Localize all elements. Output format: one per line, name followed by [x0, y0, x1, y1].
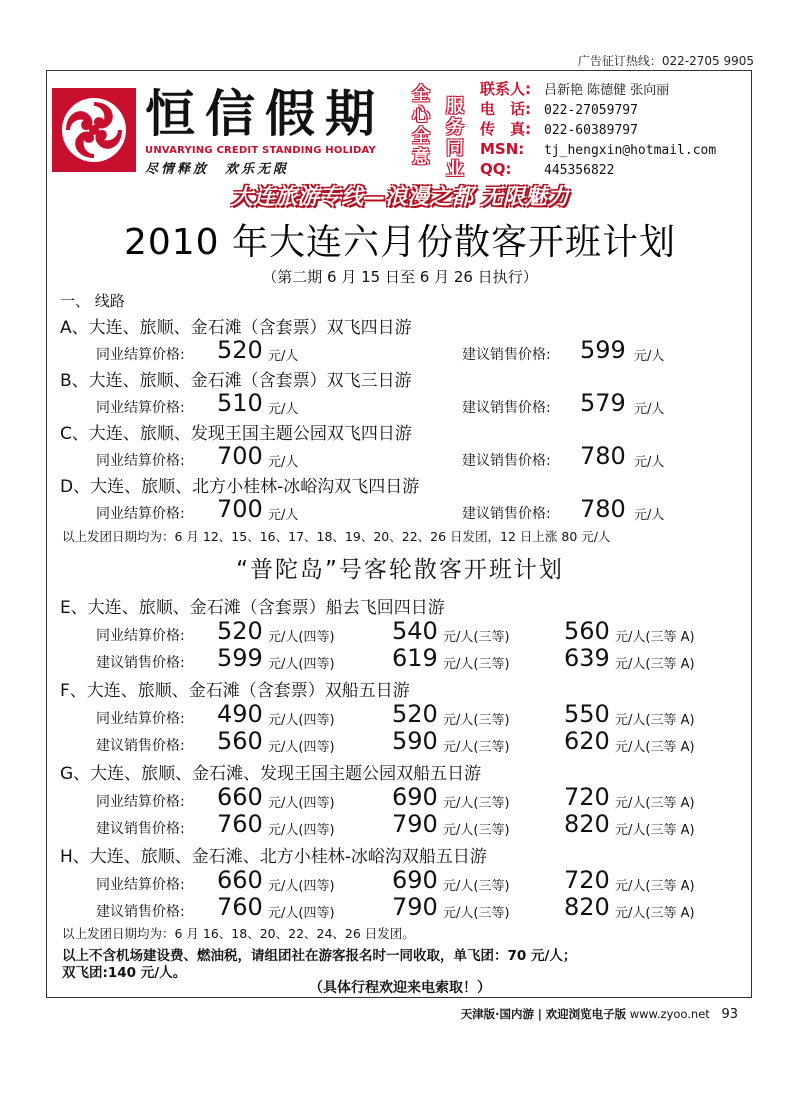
- unit-fourth-class: 元/人(四等): [268, 630, 335, 645]
- unit-third-class-a: 元/人(三等 A): [615, 906, 695, 921]
- price-fourth-class: 490: [217, 700, 263, 728]
- page-number: 93: [721, 1007, 738, 1022]
- price-unit: 元/人: [268, 508, 299, 523]
- contact-fax: 传 真: 022-60389797: [480, 120, 638, 138]
- price-third-class-a: 639: [564, 644, 610, 672]
- retail-price: 599: [580, 336, 626, 364]
- price-unit: 元/人: [634, 402, 665, 417]
- trade-price: 510: [217, 389, 263, 417]
- contact-qq: QQ: 445356822: [480, 160, 615, 178]
- price-fourth-class: 599: [217, 644, 263, 672]
- unit-third-class-a: 元/人(三等 A): [615, 796, 695, 811]
- route-c-title: C、大连、旅顺、发现王国主题公园双飞四日游: [60, 424, 412, 444]
- contact-person: 联系人: 吕新艳 陈德健 张向丽: [480, 80, 670, 98]
- unit-third-class: 元/人(三等): [443, 906, 510, 921]
- trade-price-label: 同业结算价格:: [96, 794, 185, 810]
- price-fourth-class: 660: [217, 783, 263, 811]
- price-unit: 元/人: [634, 508, 665, 523]
- footer-website-link[interactable]: www.zyoo.net: [629, 1007, 710, 1021]
- unit-third-class-a: 元/人(三等 A): [615, 740, 695, 755]
- route-b-title: B、大连、旅顺、金石滩（含套票）双飞三日游: [60, 371, 412, 391]
- footer-divider: |: [537, 1007, 542, 1021]
- air-departure-note: 以上发团日期均为：6 月 12、15、16、17、18、19、20、22、26 日发团，12 日上涨 80 元/人: [62, 529, 611, 544]
- vertical-slogan-2: 服务同业: [446, 96, 464, 180]
- ship-section-title: “普陀岛”号客轮散客开班计划: [236, 557, 564, 583]
- promo-banner: 大连旅游专线—浪漫之都 无限魅力: [231, 185, 569, 210]
- unit-fourth-class: 元/人(四等): [268, 740, 335, 755]
- unit-third-class: 元/人(三等): [443, 740, 510, 755]
- unit-third-class-a: 元/人(三等 A): [615, 713, 695, 728]
- unit-third-class: 元/人(三等): [443, 713, 510, 728]
- page-title: 2010 年大连六月份散客开班计划: [123, 222, 677, 263]
- price-fourth-class: 560: [217, 727, 263, 755]
- price-third-class-a: 820: [564, 893, 610, 921]
- contact-block: [480, 80, 716, 180]
- unit-third-class: 元/人(三等): [443, 823, 510, 838]
- price-fourth-class: 760: [217, 893, 263, 921]
- retail-price-label: 建议销售价格:: [96, 738, 185, 754]
- unit-fourth-class: 元/人(四等): [268, 906, 335, 921]
- trade-price-label: 同业结算价格:: [96, 711, 185, 727]
- brand-slogan: 尽情释放 欢乐无限: [145, 162, 290, 177]
- brand-english: UNVARYING CREDIT STANDING HOLIDAY: [145, 145, 376, 156]
- retail-price: 579: [580, 389, 626, 417]
- route-f-title: F、大连、旅顺、金石滩（含套票）双船五日游: [60, 681, 410, 701]
- trade-price: 700: [217, 442, 263, 470]
- price-third-class-a: 560: [564, 617, 610, 645]
- route-e-title: E、大连、旅顺、金石滩（含套票）船去飞回四日游: [60, 598, 445, 618]
- retail-price-label: 建议销售价格:: [96, 821, 185, 837]
- unit-third-class: 元/人(三等): [443, 630, 510, 645]
- contact-msn: MSN: tj_hengxin@hotmail.com: [480, 140, 717, 158]
- unit-third-class-a: 元/人(三等 A): [615, 823, 695, 838]
- unit-fourth-class: 元/人(四等): [268, 879, 335, 894]
- ship-departure-note: 以上发团日期均为：6 月 16、18、20、22、24、26 日发团。: [62, 926, 415, 941]
- route-h-title: H、大连、旅顺、金石滩、北方小桂林-冰峪沟双船五日游: [60, 847, 487, 867]
- trade-price-label: 同业结算价格:: [96, 506, 185, 522]
- trade-price-label: 同业结算价格:: [96, 347, 185, 363]
- period-subtitle: （第二期 6 月 15 日至 6 月 26 日执行）: [262, 268, 538, 286]
- price-unit: 元/人: [268, 349, 299, 364]
- retail-price-label: 建议销售价格:: [462, 347, 551, 363]
- retail-price-label: 建议销售价格:: [462, 506, 551, 522]
- price-third-class: 590: [392, 727, 438, 755]
- route-d-title: D、大连、旅顺、北方小桂林-冰峪沟双飞四日游: [60, 477, 420, 497]
- contact-phone: 电 话: 022-27059797: [480, 100, 638, 118]
- unit-fourth-class: 元/人(四等): [268, 713, 335, 728]
- price-third-class-a: 620: [564, 727, 610, 755]
- price-unit: 元/人: [634, 349, 665, 364]
- price-unit: 元/人: [268, 402, 299, 417]
- price-third-class: 520: [392, 700, 438, 728]
- trade-price-label: 同业结算价格:: [96, 877, 185, 893]
- trade-price-label: 同业结算价格:: [96, 400, 185, 416]
- retail-price: 780: [580, 442, 626, 470]
- price-unit: 元/人: [634, 455, 665, 470]
- retail-price: 780: [580, 495, 626, 523]
- unit-third-class: 元/人(三等): [443, 879, 510, 894]
- itinerary-request-note: （具体行程欢迎来电索取！）: [309, 980, 491, 996]
- footer-edition: 天津版·国内游: [460, 1007, 535, 1021]
- unit-third-class-a: 元/人(三等 A): [615, 630, 695, 645]
- trade-price-label: 同业结算价格:: [96, 628, 185, 644]
- brand-name: 恒信假期: [145, 84, 385, 143]
- price-fourth-class: 760: [217, 810, 263, 838]
- unit-third-class-a: 元/人(三等 A): [615, 879, 695, 894]
- route-g-title: G、大连、旅顺、金石滩、发现王国主题公园双船五日游: [60, 764, 482, 784]
- price-third-class-a: 550: [564, 700, 610, 728]
- section-heading: 一、 线路: [60, 292, 125, 310]
- price-third-class: 790: [392, 893, 438, 921]
- page-footer: [461, 1006, 738, 1022]
- retail-price-label: 建议销售价格:: [462, 400, 551, 416]
- route-a-title: A、大连、旅顺、金石滩（含套票）双飞四日游: [60, 318, 412, 338]
- trade-price: 520: [217, 336, 263, 364]
- vertical-slogan-1: 全心全意: [412, 84, 430, 168]
- fee-note-line-2: 双飞团:140 元/人。: [62, 965, 187, 981]
- price-third-class-a: 720: [564, 866, 610, 894]
- unit-third-class: 元/人(三等): [443, 657, 510, 672]
- unit-fourth-class: 元/人(四等): [268, 657, 335, 672]
- price-third-class: 619: [392, 644, 438, 672]
- retail-price-label: 建议销售价格:: [96, 655, 185, 671]
- retail-price-label: 建议销售价格:: [462, 453, 551, 469]
- ad-hotline: 广告征订热线：022-2705 9905: [577, 54, 754, 68]
- unit-fourth-class: 元/人(四等): [268, 823, 335, 838]
- swirl-logo-icon: [52, 88, 136, 172]
- fee-note-line-1: 以上不含机场建设费、燃油税，请组团社在游客报名时一同收取，单飞团：70 元/人；: [62, 948, 577, 964]
- unit-fourth-class: 元/人(四等): [268, 796, 335, 811]
- price-unit: 元/人: [268, 455, 299, 470]
- price-fourth-class: 520: [217, 617, 263, 645]
- trade-price-label: 同业结算价格:: [96, 453, 185, 469]
- retail-price-label: 建议销售价格:: [96, 904, 185, 920]
- price-fourth-class: 660: [217, 866, 263, 894]
- price-third-class-a: 720: [564, 783, 610, 811]
- trade-price: 700: [217, 495, 263, 523]
- unit-third-class-a: 元/人(三等 A): [615, 657, 695, 672]
- price-third-class: 540: [392, 617, 438, 645]
- footer-welcome: 欢迎浏览电子版: [545, 1007, 627, 1021]
- price-third-class: 790: [392, 810, 438, 838]
- unit-third-class: 元/人(三等): [443, 796, 510, 811]
- price-third-class-a: 820: [564, 810, 610, 838]
- price-third-class: 690: [392, 866, 438, 894]
- price-third-class: 690: [392, 783, 438, 811]
